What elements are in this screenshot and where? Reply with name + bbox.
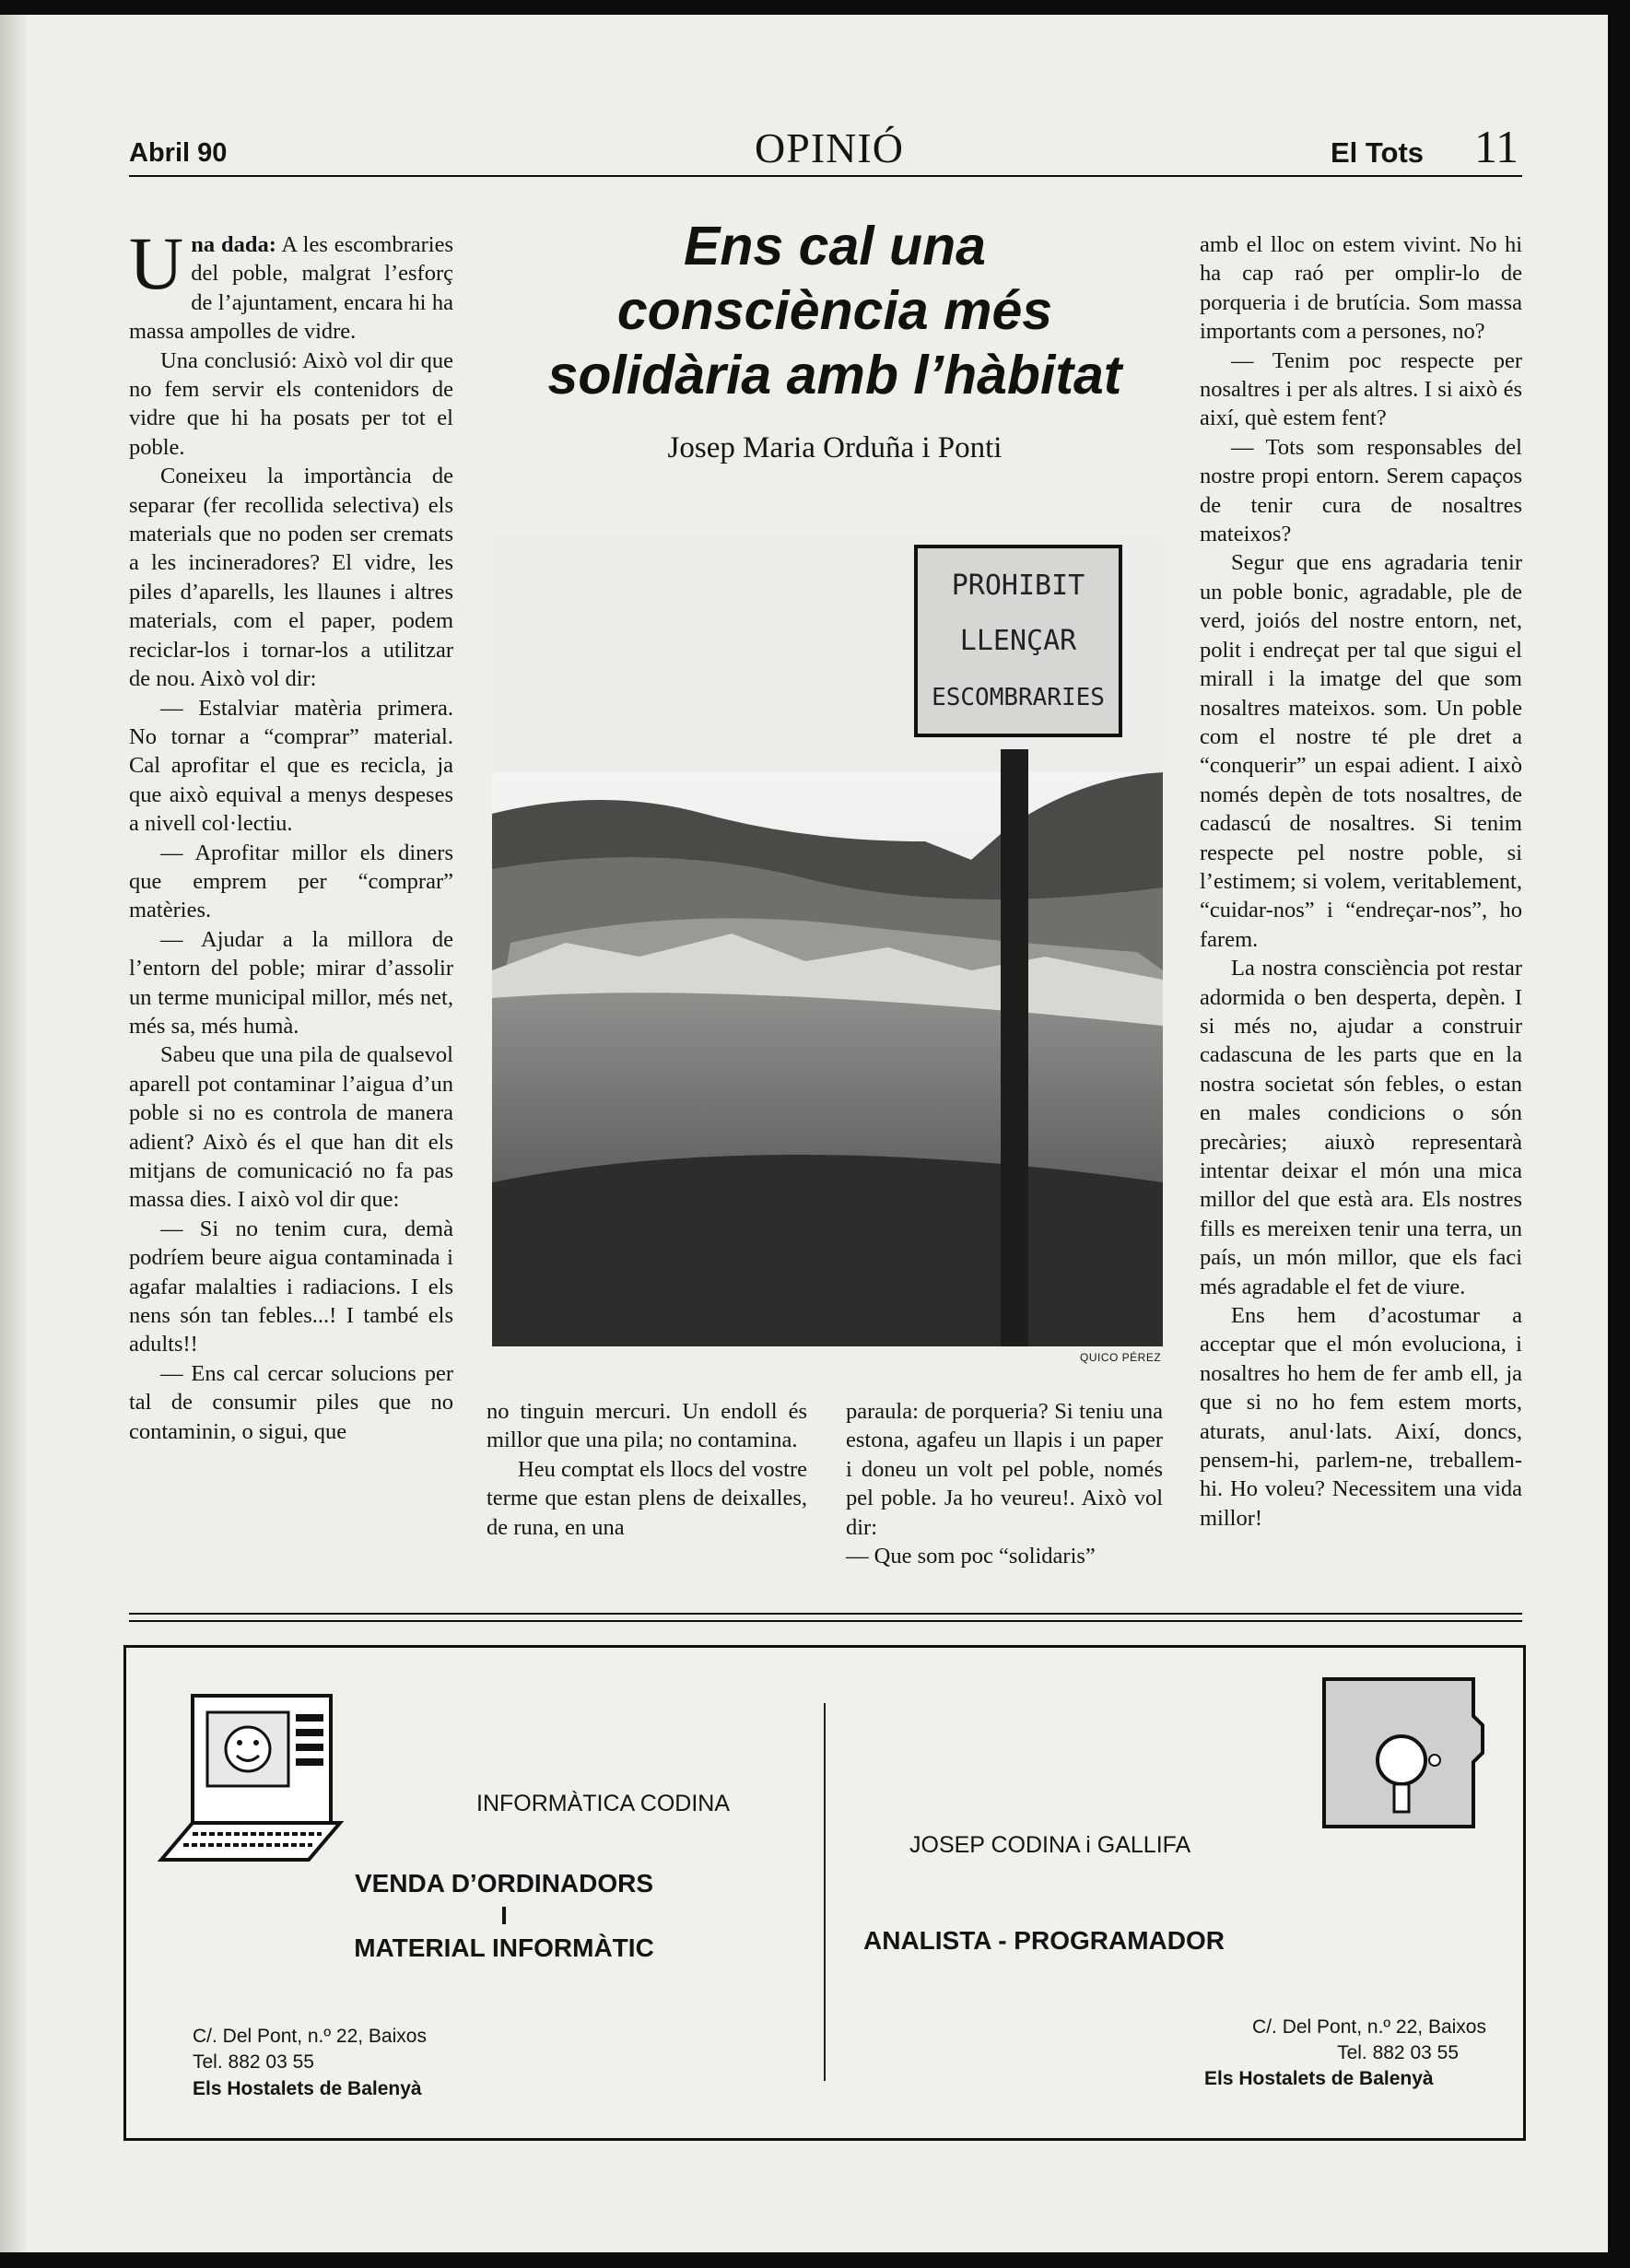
ad-town: Els Hostalets de Balenyà: [1204, 2068, 1434, 2089]
paragraph: Heu comptat els llocs del vostre terme que estan plens de deixalles, de runa, en una: [487, 1456, 807, 1540]
sign-line: ESCOMBRARIES: [932, 684, 1105, 711]
paragraph: — Tenim poc respecte per nosaltres i per als altres. I si això és així, què estem fent?: [1200, 347, 1522, 431]
paragraph: no tinguin mercuri. Un endoll és millor que una pila; no contamina.: [487, 1399, 807, 1453]
drop-cap: U: [129, 221, 184, 305]
page-number: 11: [1474, 121, 1519, 172]
separator-rule: [129, 1613, 1522, 1615]
ad-line: VENDA D’ORDINADORS: [354, 1869, 654, 1898]
paragraph: — Estalviar matèria primera. No tornar a “comprar” material. Cal aprofitar el que es recicla, ja que això equival a menys despeses a nivell col·lectiu.: [129, 695, 453, 837]
paragraph: amb el lloc on estem vivint. No hi ha cap raó per omplir-lo de porqueria i de brutícia. Som massa importants com a persones, no?: [1200, 232, 1522, 345]
title-line: solidària amb l’hàbitat: [547, 345, 1122, 405]
sign-line: PROHIBIT: [951, 570, 1085, 602]
paragraph: — Aprofitar millor els diners que emprem per “comprar” matèries.: [129, 840, 453, 923]
ad-role: ANALISTA - PROGRAMADOR: [863, 1926, 1225, 1955]
lead-paragraph: [129, 221, 453, 347]
separator-rule: [129, 1620, 1522, 1622]
advertisement-box: [123, 1645, 1526, 2141]
photo-credit: QUICO PÉREZ: [1080, 1351, 1162, 1364]
section-title: OPINIÓ: [755, 124, 904, 171]
paragraph: Segur que ens agradaria tenir un poble bonic, agradable, ple de verd, joiós del nostre entorn, net, polit i endreçat per tal que sigui el mirall i la imatge del que som nosaltres mateixos. som. Un poble com el nostre té ple dret a “conquerir” un espai adient. I això només depèn de tots nosaltres, de cadascú de nosaltres. Si tenim respecte pel nostre poble, si l’estimem; si volem, veritablement, “cuidar-nos” i “endreçar-nos”, ho farem.: [1200, 550, 1522, 952]
article-column-3: [846, 1397, 1163, 1570]
ad-person-name: JOSEP CODINA i GALLIFA: [909, 1832, 1191, 1858]
ad-company-name: INFORMÀTICA CODINA: [476, 1791, 731, 1816]
computer-icon: [156, 1685, 377, 1869]
page-spine-shadow: [0, 15, 26, 2252]
paragraph: — Ens cal cercar solucions per tal de consumir piles que no contaminin, o sigui, que: [129, 1360, 453, 1444]
paragraph: Ens hem d’acostumar a acceptar que el món evoluciona, i nosaltres ho hem de fer amb ell, ja que si no ho fem estem morts, aturats, anul·lats. Així, doncs, pensem-hi, parlem-ne, treballem-hi. Ho voleu? Necessitem una vida millor!: [1200, 1303, 1522, 1531]
paragraph: Una conclusió: Això vol dir que no fem servir els contenidors de vidre que hi ha posats per tot el poble.: [129, 347, 453, 460]
issue-date: Abril 90: [129, 138, 228, 168]
ad-line: MATERIAL INFORMÀTIC: [354, 1933, 654, 1962]
lead-bold: na dada:: [191, 232, 276, 257]
article-author: Josep Maria Orduña i Ponti: [667, 431, 1003, 464]
ad-line: I: [500, 1901, 508, 1930]
paragraph: paraula: de porqueria? Si teniu una estona, agafeu un llapis i un paper i doneu un volt pel poble, només pel poble. Ja ho veureu!. Això vol dir:: [846, 1399, 1163, 1540]
ad-phone: Tel. 882 03 55: [1337, 2042, 1459, 2063]
paragraph: — Tots som responsables del nostre propi entorn. Serem capaços de tenir cura de nosaltres mateixos?: [1200, 434, 1522, 547]
lead-text: A les escombraries del poble, malgrat l’esforç de l’ajuntament, encara hi ha massa ampolles de vidre.: [129, 232, 453, 345]
paragraph: La nostra consciència pot restar adormida o ben desperta, depèn. I si més no, ajudar a construir cadascuna de les parts que en la nostra societat són febles, o estan en males condicions o són precàries; aiuxò representarà intentar deixar el món una mica millor del que està ara. Els nostres fills es mereixen tenir una terra, un país, un món millor, que els faci més agradable el fet de viure.: [1200, 956, 1522, 1299]
paragraph: — Que som poc “solidaris”: [846, 1544, 1096, 1569]
paragraph: — Ajudar a la millora de l’entorn del poble; mirar d’assolir un terme municipal millor, més net, més sa, més humà.: [129, 926, 453, 1039]
article-column-2: [487, 1397, 807, 1542]
title-line: consciència més: [616, 280, 1053, 341]
paragraph: Sabeu que una pila de qualsevol aparell pot contaminar l’aigua d’un poble si no es controla de manera adient? Això és el que han dit els mitjans de comunicació no fa pas massa dies. I això vol dir que:: [129, 1042, 453, 1213]
article-title: [494, 214, 1176, 407]
title-line: Ens cal una: [684, 216, 986, 276]
ad-address: C/. Del Pont, n.º 22, Baixos: [193, 2026, 427, 2047]
header-rule: [129, 175, 1522, 177]
paragraph: — Si no tenim cura, demà podríem beure aigua contaminada i agafar malalties i radiacions. I els nens són tan febles...! I també els adults!!: [129, 1216, 453, 1357]
ad-town: Els Hostalets de Balenyà: [193, 2078, 422, 2099]
floppy-disk-icon: [1320, 1675, 1486, 1830]
article-photo: [492, 537, 1163, 1346]
paragraph: Coneixeu la importància de separar (fer recollida selectiva) els materials que no poden ser cremats a les incineradores? El vidre, les piles d’aparells, les llaunes i altres materials, com el paper, podem reciclar-los i tornar-los a utilitzar de nou. Això vol dir:: [129, 464, 453, 692]
article-column-1: [129, 221, 453, 1446]
ad-divider: [824, 1703, 826, 2081]
magazine-name: El Tots: [1331, 136, 1425, 169]
ad-phone: Tel. 882 03 55: [193, 2051, 314, 2073]
ad-address: C/. Del Pont, n.º 22, Baixos: [1252, 2016, 1486, 2038]
sign-line: LLENÇAR: [959, 625, 1077, 657]
article-column-4: [1200, 230, 1522, 1533]
